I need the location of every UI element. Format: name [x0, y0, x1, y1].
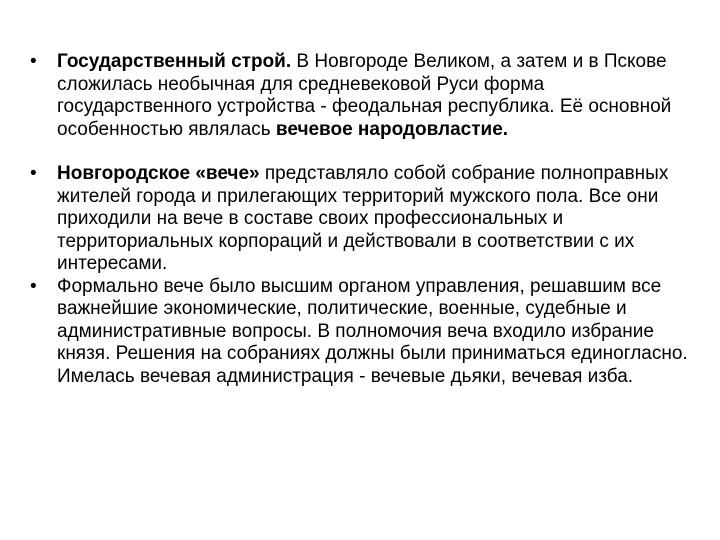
bullet-text: Формально вече было высшим органом управления, решавшим все важнейшие экономические, политические, военные, судебные и административные вопросы. В полномочия веча входило избрание князя. Решения на собраниях должны были приниматься единогласно. Имелась вечевая администрация - вечевые дьяки, вечевая изба.	[57, 275, 688, 387]
bullet-heading: Государственный строй.	[57, 51, 292, 72]
bullet-heading: Новгородское «вече»	[57, 163, 260, 184]
bullet-text: представляло собой собрание полноправных жителей города и прилегающих территорий мужского пола. Все они приходили на вече в составе своих профессиональных и территориальных корпораций и действовали в соответствии с их интересами.	[57, 163, 669, 274]
bullet-marker: •	[30, 163, 37, 184]
bullet-item-state-system	[30, 51, 700, 141]
bullet-marker: •	[30, 51, 37, 72]
bullet-text: В Новгороде Великом, а затем и в Пскове сложилась необычная для средневековой Руси форма государственного устройства - феодальная республика. Её основной особенностью являлась	[57, 51, 672, 140]
bullet-emphasis: вечевое народовластие.	[275, 118, 509, 140]
bullet-item-veche-powers	[30, 276, 700, 389]
bullet-list	[30, 51, 700, 388]
bullet-marker: •	[30, 275, 37, 297]
bullet-item-veche	[30, 163, 700, 276]
